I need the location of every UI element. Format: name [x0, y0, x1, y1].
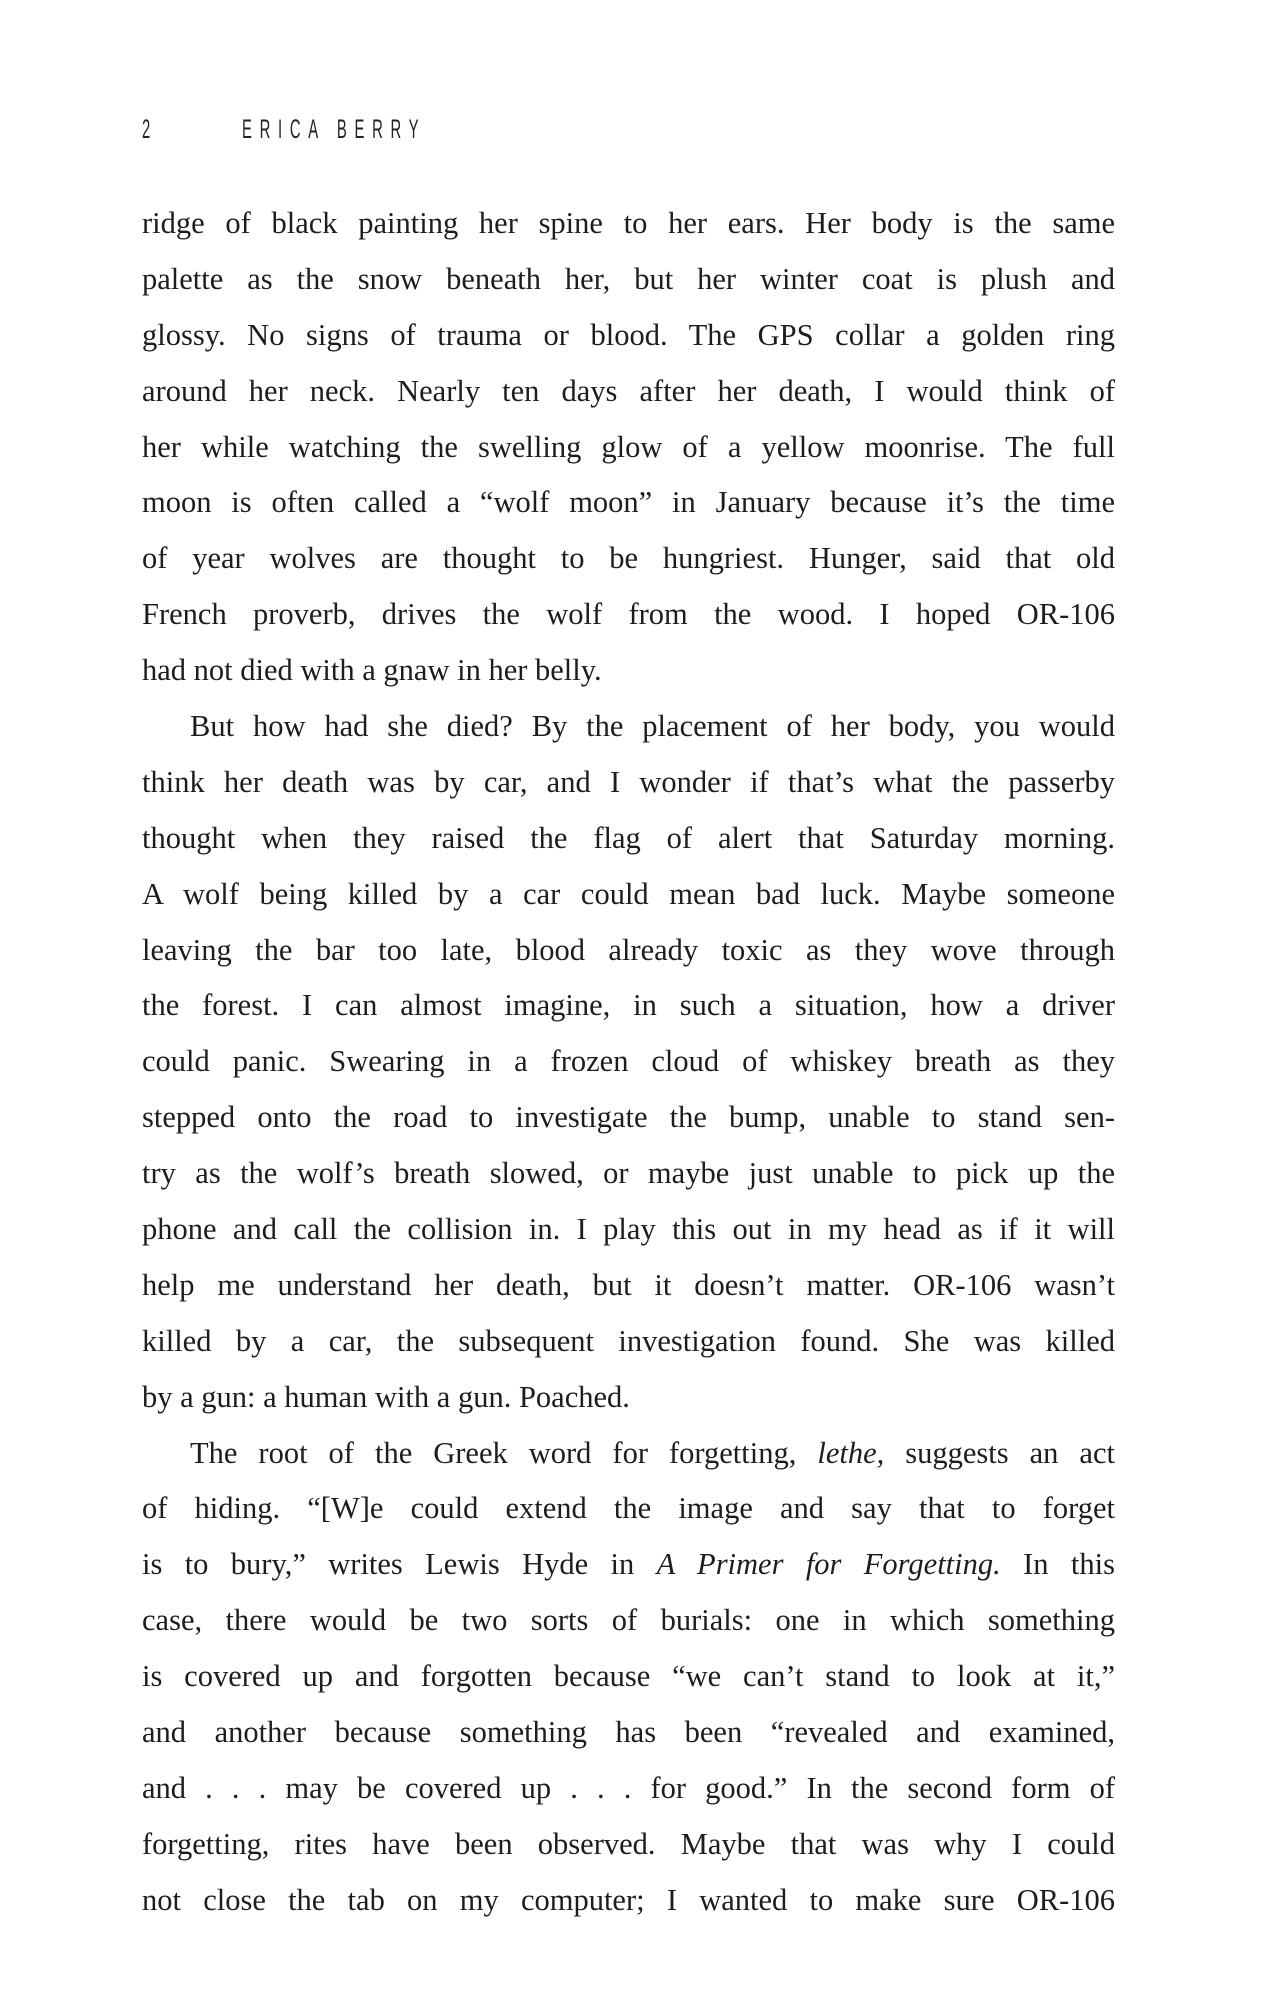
text-line	[142, 867, 1115, 923]
text-segment: phone and call the collision in. I play this out in my head as if it will	[142, 1212, 1115, 1247]
text-line	[142, 308, 1115, 364]
text-line	[142, 755, 1115, 811]
text-line	[142, 1314, 1115, 1370]
text-segment: by a gun: a human with a gun. Poached.	[142, 1379, 630, 1414]
text-segment: glossy. No signs of trauma or blood. The GPS collar a golden ring	[142, 317, 1115, 352]
text-segment: try as the wolf’s breath slowed, or maybe just unable to pick up the	[142, 1156, 1115, 1191]
text-segment: is covered up and forgotten because “we can’t stand to look at it,”	[142, 1659, 1115, 1694]
text-segment: of hiding. “[W]e could extend the image and say that to forget	[142, 1491, 1115, 1526]
text-segment: and another because something has been “revealed and examined,	[142, 1715, 1115, 1750]
text-segment: In this	[1000, 1547, 1115, 1582]
text-segment: had not died with a gnaw in her belly.	[142, 653, 602, 688]
text-line	[142, 1258, 1115, 1314]
text-segment: her while watching the swelling glow of a yellow moonrise. The full	[142, 429, 1115, 464]
text-segment: suggests an act	[884, 1435, 1115, 1470]
text-segment: thought when they raised the flag of alert that Saturday morning.	[142, 820, 1115, 855]
text-line	[142, 364, 1115, 420]
text-segment: around her neck. Nearly ten days after her death, I would think of	[142, 373, 1115, 408]
page-number: 2	[142, 114, 151, 144]
text-segment: ridge of black painting her spine to her ears. Her body is the same	[142, 206, 1115, 240]
text-line	[142, 475, 1115, 531]
text-line	[142, 1649, 1115, 1705]
text-line	[142, 1537, 1115, 1593]
text-line	[142, 1705, 1115, 1761]
text-line	[142, 1370, 1115, 1426]
text-segment: stepped onto the road to investigate the bump, unable to stand sen-	[142, 1100, 1115, 1135]
text-line	[142, 1146, 1115, 1202]
text-segment: is to bury,” writes Lewis Hyde in	[142, 1547, 657, 1582]
text-segment: and . . . may be covered up . . . for good.” In the second form of	[142, 1770, 1115, 1805]
text-line	[142, 1761, 1115, 1817]
text-line	[142, 1481, 1115, 1537]
text-segment: help me understand her death, but it doesn’t matter. OR-106 wasn’t	[142, 1267, 1115, 1302]
text-segment: not close the tab on my computer; I wanted to make sure OR-106	[142, 1882, 1115, 1917]
italic-text: A Primer for Forgetting.	[656, 1547, 1001, 1582]
text-line	[142, 811, 1115, 867]
text-line	[142, 1873, 1115, 1929]
text-line	[142, 420, 1115, 476]
text-line	[142, 978, 1115, 1034]
text-segment: think her death was by car, and I wonder if that’s what the passerby	[142, 764, 1115, 799]
text-segment: But how had she died? By the placement of her body, you would	[190, 709, 1115, 744]
text-segment: of year wolves are thought to be hungriest. Hunger, said that old	[142, 541, 1115, 576]
body-text	[142, 196, 1115, 1929]
text-line	[142, 643, 1115, 699]
text-line	[142, 1034, 1115, 1090]
text-segment: forgetting, rites have been observed. Maybe that was why I could	[142, 1826, 1115, 1861]
running-head-author: ERICA BERRY	[242, 114, 427, 144]
text-line	[142, 1593, 1115, 1649]
text-segment: French proverb, drives the wolf from the wood. I hoped OR-106	[142, 597, 1115, 632]
text-segment: could panic. Swearing in a frozen cloud of whiskey breath as they	[142, 1044, 1115, 1079]
text-line	[142, 587, 1115, 643]
text-line	[142, 1202, 1115, 1258]
italic-text: lethe,	[817, 1435, 885, 1470]
text-segment: case, there would be two sorts of burials: one in which something	[142, 1603, 1115, 1638]
text-line	[142, 531, 1115, 587]
text-segment: The root of the Greek word for forgetting,	[190, 1435, 818, 1470]
text-segment: moon is often called a “wolf moon” in January because it’s the time	[142, 485, 1115, 520]
text-segment: A wolf being killed by a car could mean bad luck. Maybe someone	[142, 876, 1115, 911]
text-line	[142, 252, 1115, 308]
text-line	[142, 1817, 1115, 1873]
text-line	[142, 196, 1115, 252]
text-segment: leaving the bar too late, blood already toxic as they wove through	[142, 932, 1115, 967]
text-line	[142, 1426, 1115, 1482]
text-line	[142, 923, 1115, 979]
text-line	[142, 699, 1115, 755]
text-line	[142, 1090, 1115, 1146]
text-segment: palette as the snow beneath her, but her winter coat is plush and	[142, 261, 1115, 296]
text-segment: killed by a car, the subsequent investigation found. She was killed	[142, 1323, 1115, 1358]
text-segment: the forest. I can almost imagine, in such a situation, how a driver	[142, 988, 1115, 1023]
